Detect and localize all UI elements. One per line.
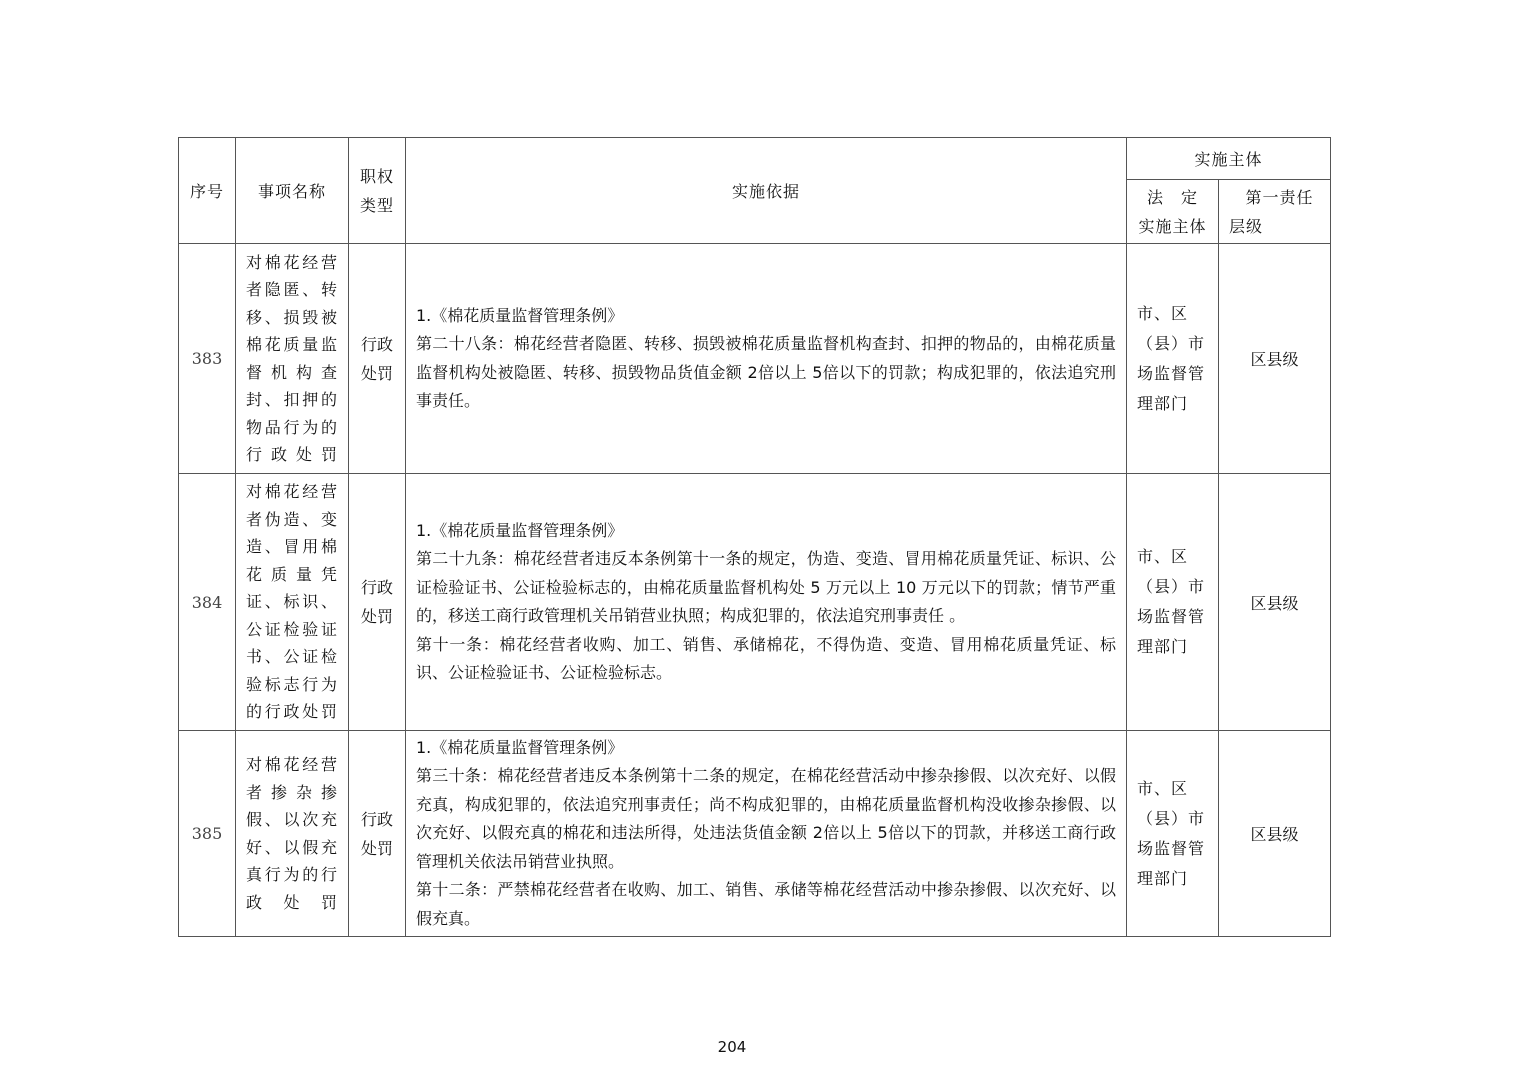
row-basis-title: 1.《棉花质量监督管理条例》 [416, 305, 624, 325]
row-legal-subject: 市、区（县）市场监督管理部门 [1127, 731, 1219, 937]
table-row [179, 731, 1331, 937]
row-basis-article: 第三十条：棉花经营者违反本条例第十二条的规定，在棉花经营活动中掺杂掺假、以次充好、以假充真，构成犯罪的，依法追究刑事责任；尚不构成犯罪的，由棉花质量监督机构没收掺杂掺假、以次充好、以假充真的棉花和违法所得，处违法货值金额 2倍以上 5倍以下的罚款，并移送工商行政管理机关依法吊销营业执照。 [416, 766, 1116, 871]
row-power-type-line2: 处罚 [360, 363, 393, 383]
row-power-type-line1: 行政 [360, 578, 393, 597]
row-power-type [349, 244, 406, 474]
page-number: 204 [717, 1038, 747, 1056]
header-basis: 实施依据 [406, 138, 1127, 244]
row-power-type [349, 731, 406, 937]
row-basis-article: 第二十九条：棉花经营者违反本条例第十一条的规定，伪造、变造、冒用棉花质量凭证、标识、公证检验证书、公证检验标志的，由棉花质量监督机构处 5 万元以上 10 万元以下的罚款；情节严重的，移送工商行政管理机关吊销营业执照；构成犯罪的，依法追究刑事责任 。 [416, 549, 1116, 625]
header-legal-subject-line1: 法 定 [1146, 187, 1198, 207]
row-first-resp: 区县级 [1219, 731, 1331, 937]
header-legal-subject [1127, 180, 1219, 244]
row-seq: 383 [179, 244, 236, 474]
row-first-resp: 区县级 [1219, 244, 1331, 474]
table-row [179, 244, 1331, 474]
row-power-type-line2: 处罚 [360, 838, 393, 858]
header-seq: 序号 [179, 138, 236, 244]
header-legal-subject-line2: 实施主体 [1138, 216, 1207, 236]
header-first-resp [1219, 180, 1331, 244]
row-basis-title: 1.《棉花质量监督管理条例》 [416, 520, 624, 540]
header-power-type [349, 138, 406, 244]
row-first-resp: 区县级 [1219, 474, 1331, 731]
row-basis-article: 第十二条：严禁棉花经营者在收购、加工、销售、承储等棉花经营活动中掺杂掺假、以次充好、以假充真。 [416, 880, 1116, 928]
row-basis-article: 第十一条：棉花经营者收购、加工、销售、承储棉花，不得伪造、变造、冒用棉花质量凭证、标识、公证检验证书、公证检验标志。 [416, 634, 1116, 682]
table-row [179, 474, 1331, 731]
row-item-name: 对棉花经营者隐匿、转移、损毁被棉花质量监督机构查封、扣押的物品行为的行政处罚 [236, 244, 349, 474]
header-power-type-text: 职权类型 [359, 166, 394, 215]
row-basis-title: 1.《棉花质量监督管理条例》 [416, 737, 624, 757]
row-seq: 385 [179, 731, 236, 937]
row-item-name: 对棉花经营者伪造、变造、冒用棉花质量凭证、标识、公证检验证书、公证检验标志行为的行政处罚 [236, 474, 349, 731]
row-legal-subject: 市、区（县）市场监督管理部门 [1127, 244, 1219, 474]
header-first-resp-line1: 第一责任 [1245, 187, 1314, 207]
enforcement-items-table [178, 137, 1331, 937]
row-basis [406, 244, 1127, 474]
row-power-type-line1: 行政 [360, 809, 393, 829]
row-basis [406, 731, 1127, 937]
row-basis-article: 第二十八条：棉花经营者隐匿、转移、损毁被棉花质量监督机构查封、扣押的物品的，由棉花质量监督机构处被隐匿、转移、损毁物品货值金额 2倍以上 5倍以下的罚款；构成犯罪的，依法追究刑事责任。 [416, 334, 1116, 410]
row-seq: 384 [179, 474, 236, 731]
header-item-name: 事项名称 [236, 138, 349, 244]
row-item-name: 对棉花经营者掺杂掺假、以次充好、以假充真行为的行政处罚 [236, 731, 349, 937]
header-first-resp-line2: 层级 [1229, 216, 1264, 236]
header-subject: 实施主体 [1127, 138, 1331, 180]
row-basis [406, 474, 1127, 731]
row-power-type [349, 474, 406, 731]
row-power-type-line2: 处罚 [360, 607, 393, 626]
row-power-type-line1: 行政 [360, 334, 393, 354]
row-legal-subject: 市、区（县）市场监督管理部门 [1127, 474, 1219, 731]
